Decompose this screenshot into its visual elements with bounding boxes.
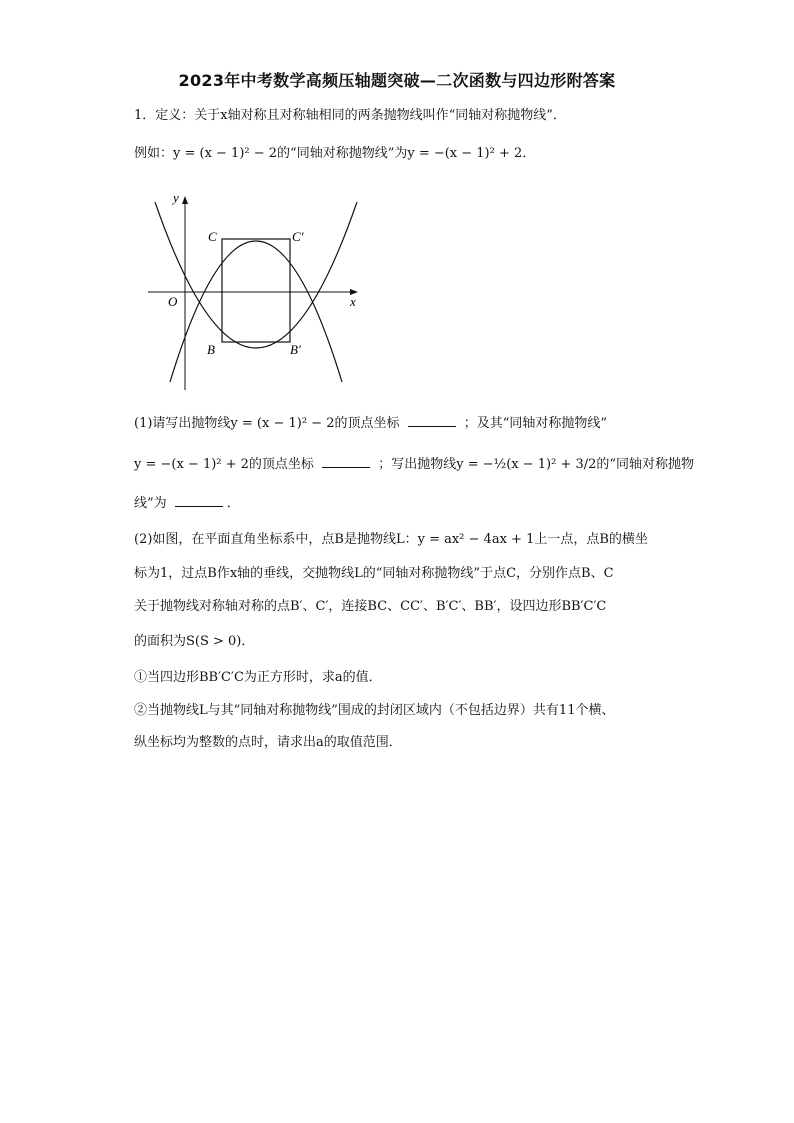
sub-question-2-line1: ②当抛物线L与其“同轴对称抛物线”围成的封闭区域内（不包括边界）共有11个横、 — [134, 703, 615, 718]
example-text: 例如：y = (x − 1)² − 2的“同轴对称抛物线”为y = −(x − 1)² + 2． — [134, 146, 536, 161]
x-axis-label: x — [350, 294, 356, 309]
part1-line1 — [134, 414, 607, 434]
y-axis-arrow — [182, 196, 188, 204]
point-c-label: C — [208, 229, 217, 244]
part1-a: (1)请写出抛物线y = (x − 1)² − 2的顶点坐标 — [134, 416, 400, 431]
part1-c: y = −(x − 1)² + 2的顶点坐标 — [134, 457, 314, 472]
parabola-figure — [140, 184, 380, 394]
origin-label: O — [168, 294, 178, 309]
part2-line1: (2)如图，在平面直角坐标系中，点B是抛物线L：y = ax² − 4ax + 1上一点，点B的横坐 — [134, 532, 648, 547]
point-b-prime-label: B′ — [290, 342, 301, 357]
downward-parabola — [170, 241, 342, 382]
part1-e-end: ． — [226, 496, 240, 511]
sub-question-2-line2: 纵坐标均为整数的点时，请求出a的取值范围． — [134, 735, 402, 750]
part1-d: ；写出抛物线y = −½(x − 1)² + 3/2的“同轴对称抛物 — [378, 457, 695, 472]
y-axis-label: y — [173, 190, 179, 205]
sub-question-1: ①当四边形BB′C′C为正方形时，求a的值． — [134, 670, 382, 685]
page-title: 2023年中考数学高频压轴题突破—二次函数与四边形附答案 — [178, 71, 616, 90]
definition-text: 1．定义：关于x轴对称且对称轴相同的两条抛物线叫作“同轴对称抛物线”． — [134, 108, 566, 123]
answer-blank-2[interactable] — [322, 455, 370, 468]
answer-blank-1[interactable] — [408, 414, 456, 427]
part1-b: ；及其“同轴对称抛物线” — [463, 416, 608, 431]
part1-line3 — [134, 494, 240, 514]
part2-line3: 关于抛物线对称轴对称的点B′、C′，连接BC、CC′、B′C′、BB′，设四边形BB′C′C — [134, 599, 607, 614]
part2-line2: 标为1，过点B作x轴的垂线，交抛物线L的“同轴对称抛物线”于点C，分别作点B、C — [134, 566, 614, 581]
point-c-prime-label: C′ — [292, 229, 304, 244]
part1-e: 线”为 — [134, 496, 167, 511]
point-b-label: B — [207, 342, 215, 357]
part1-line2 — [134, 455, 694, 475]
answer-blank-3[interactable] — [175, 494, 223, 507]
quadrilateral-bb-c-c — [222, 239, 290, 342]
part2-line4: 的面积为S(S > 0)． — [134, 634, 255, 649]
